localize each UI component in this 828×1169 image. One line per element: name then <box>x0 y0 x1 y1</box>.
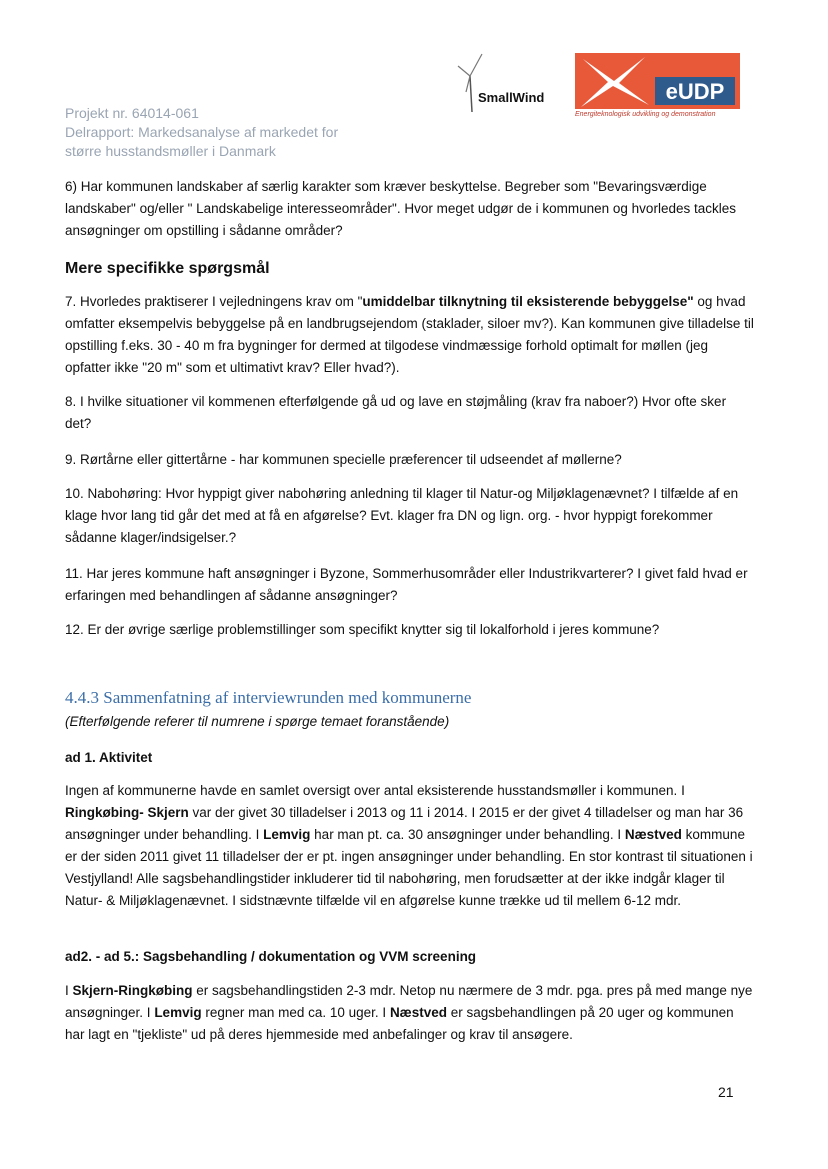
page-number: 21 <box>718 1084 734 1100</box>
document-header <box>65 104 425 161</box>
eudp-logo <box>575 53 740 123</box>
smallwind-logo <box>452 52 562 114</box>
question-6: 6) Har kommunen landskaber af særlig karakter som kræver beskyttelse. Begreber som "Bevaringsværdige landskaber" og/eller " Landskabelige interesseområder". Hvor meget udgør de i kommunen og hvorledes tackles ansøgninger om opstilling i sådanne områder? <box>65 179 736 238</box>
section-heading: 4.4.3 Sammenfatning af interviewrunden med kommunerne <box>65 688 472 707</box>
section-subheading: (Efterfølgende referer til numrene i spørge temaet foranstående) <box>65 714 450 729</box>
question-12: 12. Er der øvrige særlige problemstillinger som specifikt knytter sig til lokalforhold i jeres kommune? <box>65 622 660 637</box>
eudp-logo-graphic <box>575 53 740 109</box>
project-number: Projekt nr. 64014-061 <box>65 105 199 121</box>
question-10: 10. Nabohøring: Hvor hyppigt giver nabohøring anledning til klager til Natur-og Miljøklagenævnet? I tilfælde af en klage hvor lang tid går det med at få en afgørelse? Evt. klager fra DN og lign. org. - hvor hyppigt forekommer sådanne klager/indsigelser.? <box>65 486 739 545</box>
eudp-logo-text: eUDP <box>665 79 725 104</box>
report-title-line1: Delrapport: Markedsanalyse af markedet for <box>65 124 339 140</box>
question-9: 9. Rørtårne eller gittertårne - har kommunen specielle præferencer til udseendet af møllerne? <box>65 452 622 467</box>
ad2-paragraph: I Skjern-Ringkøbing er sagsbehandlingstiden 2-3 mdr. Netop nu nærmere de 3 mdr. pga. pres på med mange nye ansøgninger. I Lemvig regner man med ca. 10 uger. I Næstved er sagsbehandlingen på 20 uger og kommunen har lagt en "tjekliste" ud på deres hjemmeside med anbefalinger og krav til ansøgere. <box>65 983 753 1042</box>
ad1-paragraph: Ingen af kommunerne havde en samlet oversigt over antal eksisterende husstandsmøller i kommunen. I Ringkøbing- Skjern var der givet 30 tilladelser i 2013 og 11 i 2014. I 2015 er der givet 4 tilladelser og man har 36 ansøgninger under behandling. I Lemvig har man pt. ca. 30 ansøgninger under behandling. I Næstved kommune er der siden 2011 givet 11 tilladelser der er pt. ingen ansøgninger under behandling. En stor kontrast til situationen i Vestjylland! Alle sagsbehandlingstider inkluderer tid til nabohøring, men forudsætter at der ikke indgår klager til Natur- & Miljøklagenævnet. I sidstnævnte tilfælde vil en afgørelse kunne trække ud til mellem 6-12 mdr. <box>65 783 753 908</box>
question-7: 7. Hvorledes praktiserer I vejledningens krav om "umiddelbar tilknytning til eksisterende bebyggelse" og hvad omfatter eksempelvis bebyggelse på en landbrugsejendom (staklader, siloer mv?). Kan kommunen give tilladelse til opstilling f.eks. 30 - 40 m fra bygninger for dermed at tilgodese vindmæssige forhold optimalt for møllen (jeg opfatter ikke "20 m" som et ultimativt krav? Eller hvad?). <box>65 294 754 375</box>
question-8: 8. I hvilke situationer vil kommenen efterfølgende gå ud og lave en støjmåling (krav fra naboer?) Hvor ofte sker det? <box>65 394 727 431</box>
ad2-heading: ad2. - ad 5.: Sagsbehandling / dokumentation og VVM screening <box>65 949 477 964</box>
smallwind-logo-text: SmallWind <box>478 90 545 105</box>
eudp-tagline: Energiteknologisk udvikling og demonstration <box>575 111 716 118</box>
ad1-heading: ad 1. Aktivitet <box>65 750 153 765</box>
heading-specific-questions: Mere specifikke spørgsmål <box>65 260 270 277</box>
question-11: 11. Har jeres kommune haft ansøgninger i Byzone, Sommerhusområder eller Industrikvarterer? I givet fald hvad er erfaringen med behandlingen af sådanne ansøgninger? <box>65 566 748 603</box>
report-title-line2: større husstandsmøller i Danmark <box>65 143 276 159</box>
